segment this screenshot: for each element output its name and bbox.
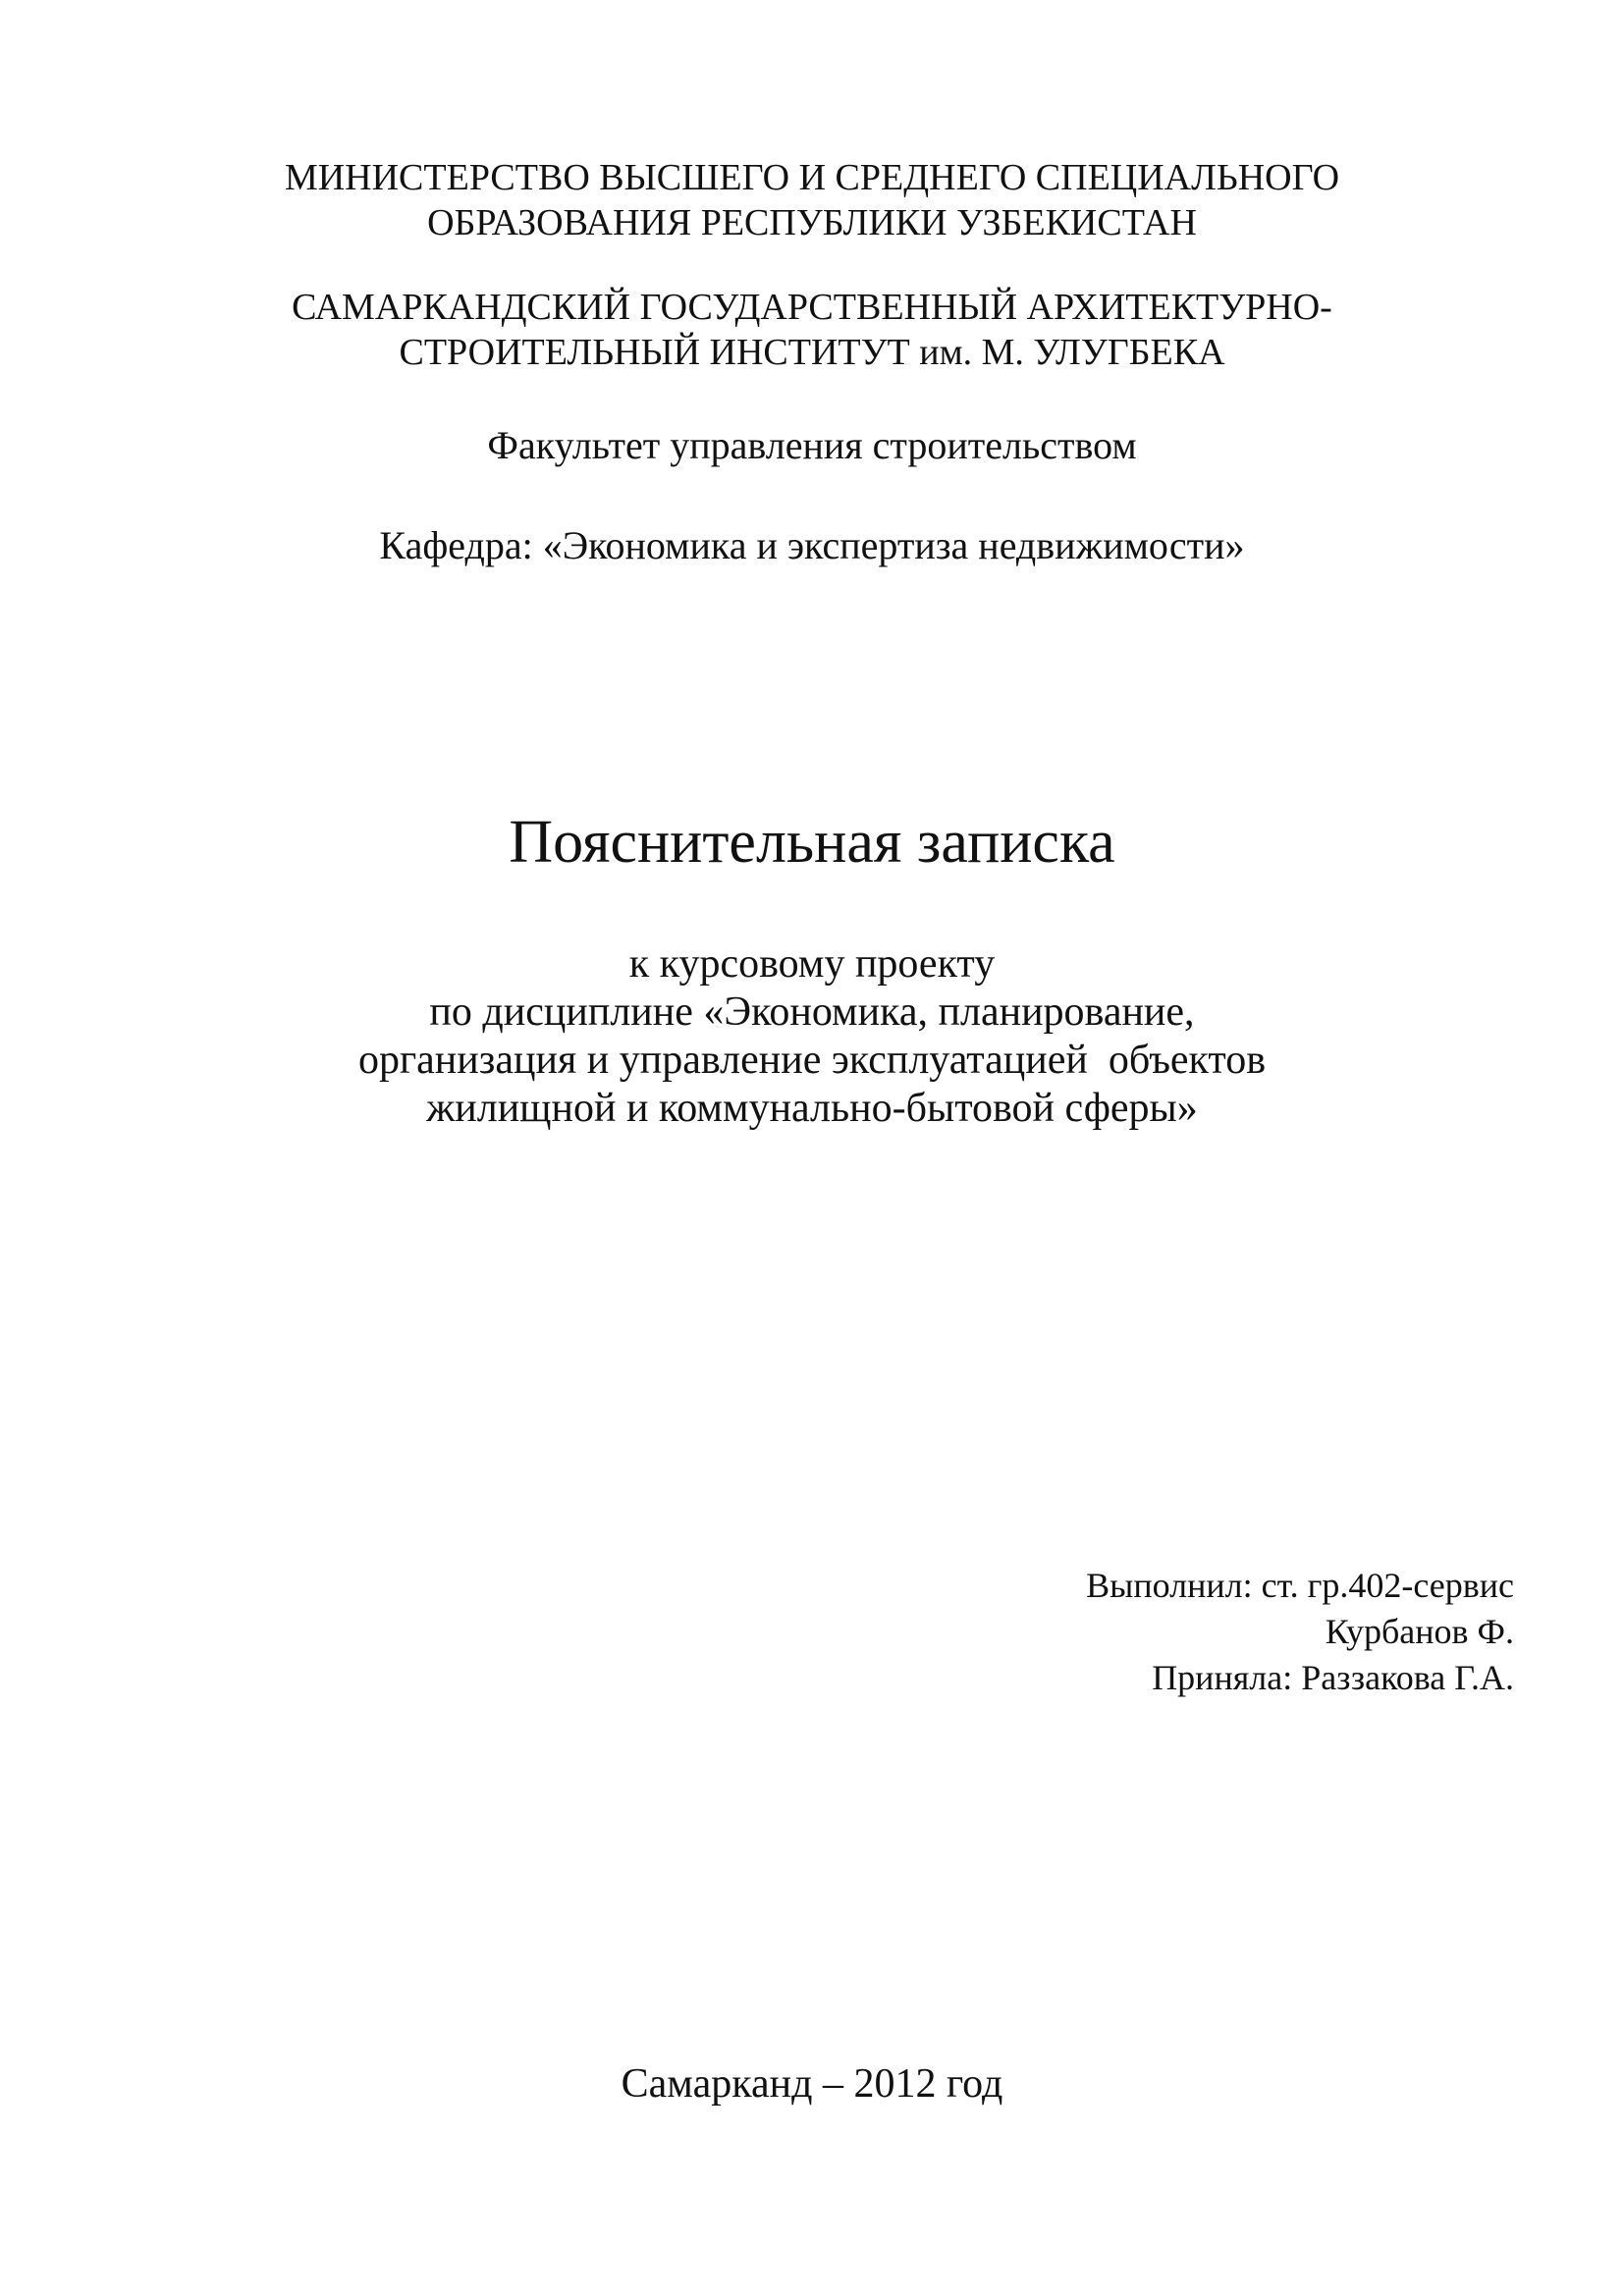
faculty-name — [0, 422, 1624, 469]
institute-header — [0, 285, 1624, 375]
institute-line-2: СТРОИТЕЛЬНЫЙ ИНСТИТУТ им. М. УЛУГБЕКА — [399, 332, 1225, 373]
faculty-text: Факультет управления строительством — [487, 423, 1137, 467]
ministry-header — [0, 155, 1624, 245]
ministry-line-1: МИНИСТЕРСТВО ВЫСШЕГО И СРЕДНЕГО СПЕЦИАЛЬНОГО — [284, 157, 1340, 198]
ministry-line-2: ОБРАЗОВАНИЯ РЕСПУБЛИКИ УЗБЕКИСТАН — [427, 202, 1197, 243]
city-year-text: Самарканд – 2012 год — [621, 2061, 1003, 2107]
institute-line-1: САМАРКАНДСКИЙ ГОСУДАРСТВЕННЫЙ АРХИТЕКТУРНО- — [292, 287, 1332, 328]
document-title-text: Пояснительная записка — [509, 809, 1115, 876]
subtitle-line-1: к курсовому проекту — [628, 941, 996, 987]
subtitle-line-3: организация и управление эксплуатацией объектов — [357, 1038, 1267, 1083]
department-text: Кафедра: «Экономика и экспертиза недвижимости» — [379, 523, 1245, 567]
subtitle-line-2: по дисциплине «Экономика, планирование, — [429, 989, 1195, 1035]
signature-block — [1086, 1563, 1514, 1701]
department-name — [0, 522, 1624, 569]
document-subtitle — [0, 940, 1624, 1133]
accepted-by: Приняла: Раззакова Г.А. — [1152, 1658, 1514, 1697]
city-year-footer — [0, 2059, 1624, 2109]
document-title — [0, 807, 1624, 878]
subtitle-line-4: жилищной и коммунально-бытовой сферы» — [426, 1086, 1198, 1131]
student-name: Курбанов Ф. — [1325, 1612, 1514, 1651]
completed-by: Выполнил: ст. гр.402-сервис — [1086, 1566, 1514, 1605]
